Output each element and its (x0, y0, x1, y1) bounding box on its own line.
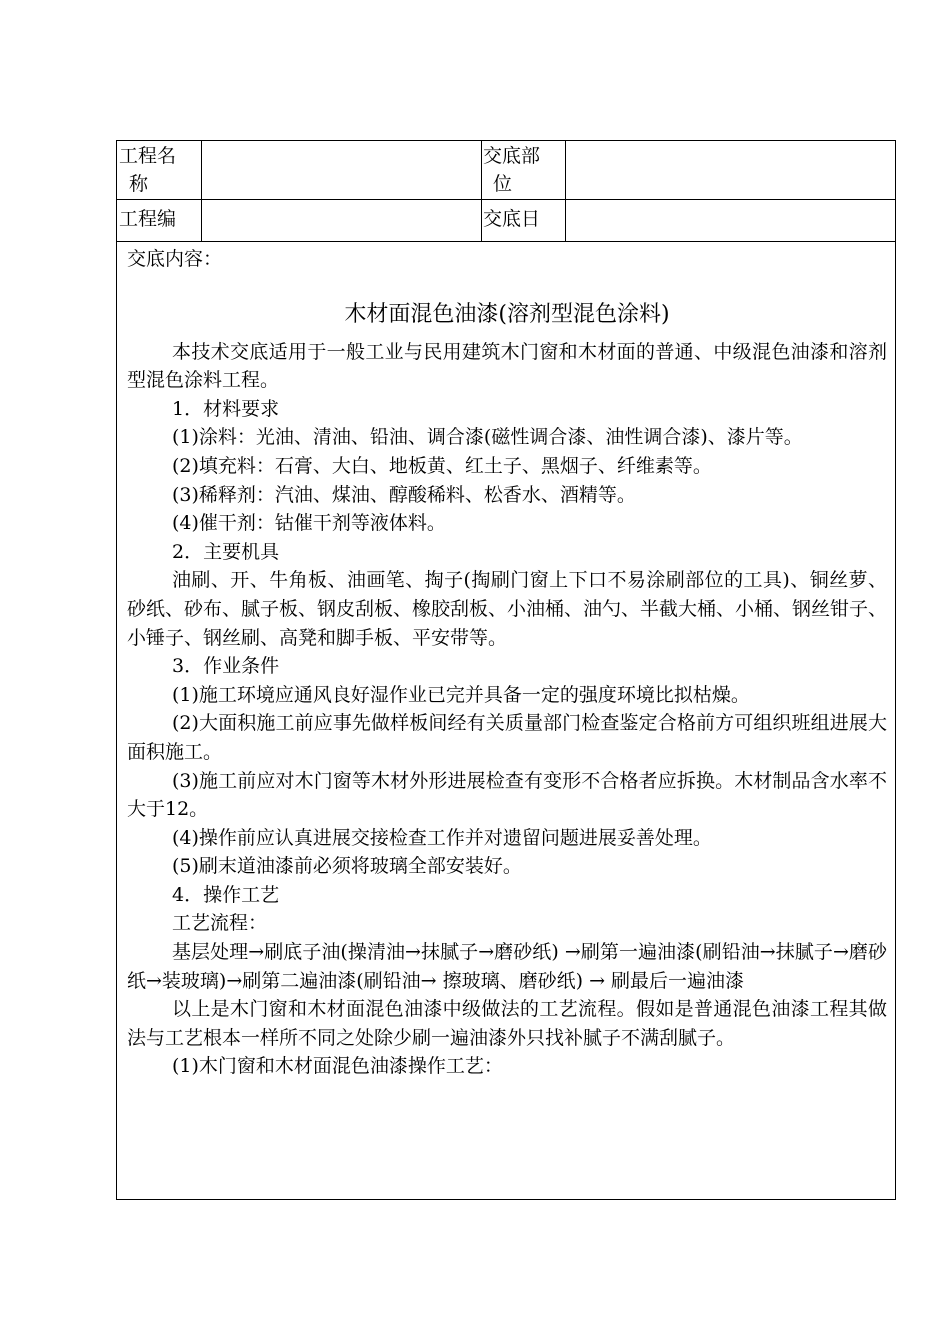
document-title: 木材面混色油漆(溶剂型混色涂料) (344, 301, 670, 327)
paragraph: (1)涂料：光油、清油、铅油、调合漆(磁性调合漆、油性调合漆)、漆片等。 (172, 426, 803, 449)
paragraph: 本技术交底适用于一般工业与民用建筑木门窗和木材面的普通、中级混色油漆和溶剂型混色涂料工程。 (127, 340, 887, 392)
section-heading: 1．材料要求 (172, 397, 280, 420)
disclosure-content (127, 245, 887, 1081)
paragraph: (1)施工环境应通风良好湿作业已完并具备一定的强度环境比拟枯燥。 (172, 683, 750, 706)
divider (565, 141, 566, 199)
paragraph: 工艺流程： (172, 912, 268, 935)
paragraph: (3)施工前应对木门窗等木材外形进展检查有变形不合格者应拆换。木材制品含水率不大于12。 (127, 769, 887, 821)
section-heading: 3．作业条件 (172, 655, 280, 678)
paragraph: (3)稀释剂：汽油、煤油、醇酸稀料、松香水、酒精等。 (172, 483, 636, 506)
disclosure-form (116, 140, 896, 1200)
header-row-1 (117, 141, 895, 200)
divider (481, 141, 482, 199)
process-flow: 基层处理→刷底子油(操清油→抹腻子→磨砂纸) →刷第一遍油漆(刷铅油→抹腻子→磨砂纸→装玻璃)→刷第二遍油漆(刷铅油→ 擦玻璃、磨砂纸) → 刷最后一遍油漆 (127, 941, 887, 992)
divider (201, 199, 202, 241)
paragraph: (4)催干剂：钴催干剂等液体料。 (172, 512, 446, 535)
paragraph: 油刷、开、牛角板、油画笔、掏子(掏刷门窗上下口不易涂刷部位的工具)、铜丝萝、砂纸、砂布、腻子板、钢皮刮板、橡胶刮板、小油桶、油勺、半截大桶、小桶、钢丝钳子、小锤子、钢丝刷、高凳和脚手板、平安带等。 (127, 569, 888, 649)
paragraph: (2)大面积施工前应事先做样板间经有关质量部门检查鉴定合格前方可组织班组进展大面积施工。 (127, 712, 887, 763)
project-name-label-line2: 称 (129, 173, 149, 195)
divider (201, 141, 202, 199)
divider (565, 199, 566, 241)
project-name-label-line1: 工程名 (119, 145, 177, 167)
section-heading: 2．主要机具 (172, 540, 280, 563)
paragraph: (5)刷末道油漆前必须将玻璃全部安装好。 (172, 855, 522, 878)
project-no-label: 工程编 (119, 208, 177, 230)
paragraph: (2)填充料：石膏、大白、地板黄、红土子、黑烟子、纤维素等。 (172, 454, 712, 477)
paragraph: (4)操作前应认真进展交接检查工作并对遗留问题进展妥善处理。 (172, 826, 712, 849)
location-label-line2: 位 (493, 173, 513, 195)
paragraph: (1)木门窗和木材面混色油漆操作工艺： (172, 1055, 503, 1078)
content-label: 交底内容： (127, 248, 223, 270)
location-label-line1: 交底部 (483, 145, 541, 167)
section-heading: 4．操作工艺 (172, 883, 280, 906)
paragraph: 以上是木门窗和木材面混色油漆中级做法的工艺流程。假如是普通混色油漆工程其做法与工艺根本一样所不同之处除少刷一遍油漆外只找补腻子不满刮腻子。 (127, 998, 887, 1049)
divider (481, 199, 482, 241)
header-row-2 (117, 199, 895, 242)
date-label: 交底日 (483, 208, 541, 230)
